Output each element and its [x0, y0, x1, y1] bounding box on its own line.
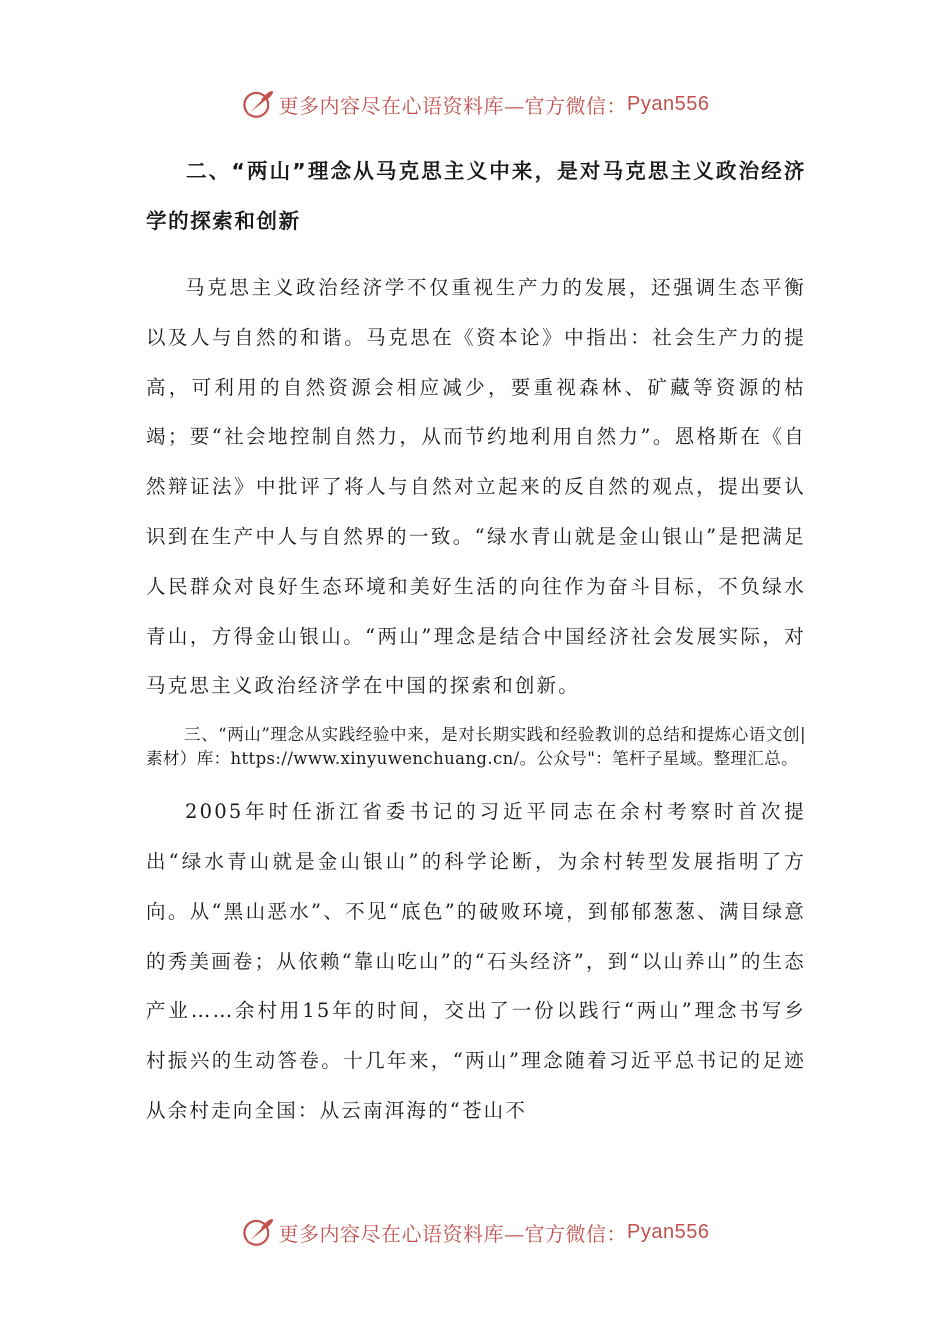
header-banner: [0, 84, 950, 124]
document-body: [146, 146, 806, 1136]
banner-text: 更多内容尽在心语资料库—官方微信：: [278, 1221, 628, 1246]
paragraph-3: 2005年时任浙江省委书记的习近平同志在余村考察时首次提出“绿水青山就是金山银山”的科学论断，为余村转型发展指明了方向。从“黑山恶水”、不见“底色”的破败环境，到郁郁葱葱、满目绿意的秀美画卷；从依赖“靠山吃山”的“石头经济”，到“以山养山”的生态产业……余村用15年的时间，交出了一份以践行“两山”理念书写乡村振兴的生动答卷。十几年来，“两山”理念随着习近平总书记的足迹从余村走向全国：从云南洱海的“苍山不: [146, 800, 806, 1122]
quill-pen-icon: [241, 87, 275, 121]
paragraph-2-subheading: 三、“两山”理念从实践经验中来，是对长期实践和经验教训的总结和提炼心语文创|素材）库：https://www.xinyuwenchuang.cn/。公众号"：笔杆子星域。整理汇总。: [146, 725, 806, 769]
banner-wechat-id: Pyan556: [627, 1220, 710, 1243]
paragraph-1: 马克思主义政治经济学不仅重视生产力的发展，还强调生态平衡以及人与自然的和谐。马克思在《资本论》中指出：社会生产力的提高，可利用的自然资源会相应减少，要重视森林、矿藏等资源的枯竭；要“社会地控制自然力，从而节约地利用自然力”。恩格斯在《自然辩证法》中批评了将人与自然对立起来的反自然的观点，提出要认识到在生产中人与自然界的一致。“绿水青山就是金山银山”是把满足人民群众对良好生态环境和美好生活的向往作为奋斗目标，不负绿水青山，方得金山银山。“两山”理念是结合中国经济社会发展实际，对马克思主义政治经济学在中国的探索和创新。: [146, 276, 806, 698]
banner-text: 更多内容尽在心语资料库—官方微信：: [278, 93, 628, 118]
section-heading: 二、“两山”理念从马克思主义中来，是对马克思主义政治经济学的探索和创新: [146, 159, 806, 233]
banner-wechat-id: Pyan556: [627, 92, 710, 115]
quill-pen-icon: [241, 1215, 275, 1249]
footer-banner: [0, 1212, 950, 1252]
